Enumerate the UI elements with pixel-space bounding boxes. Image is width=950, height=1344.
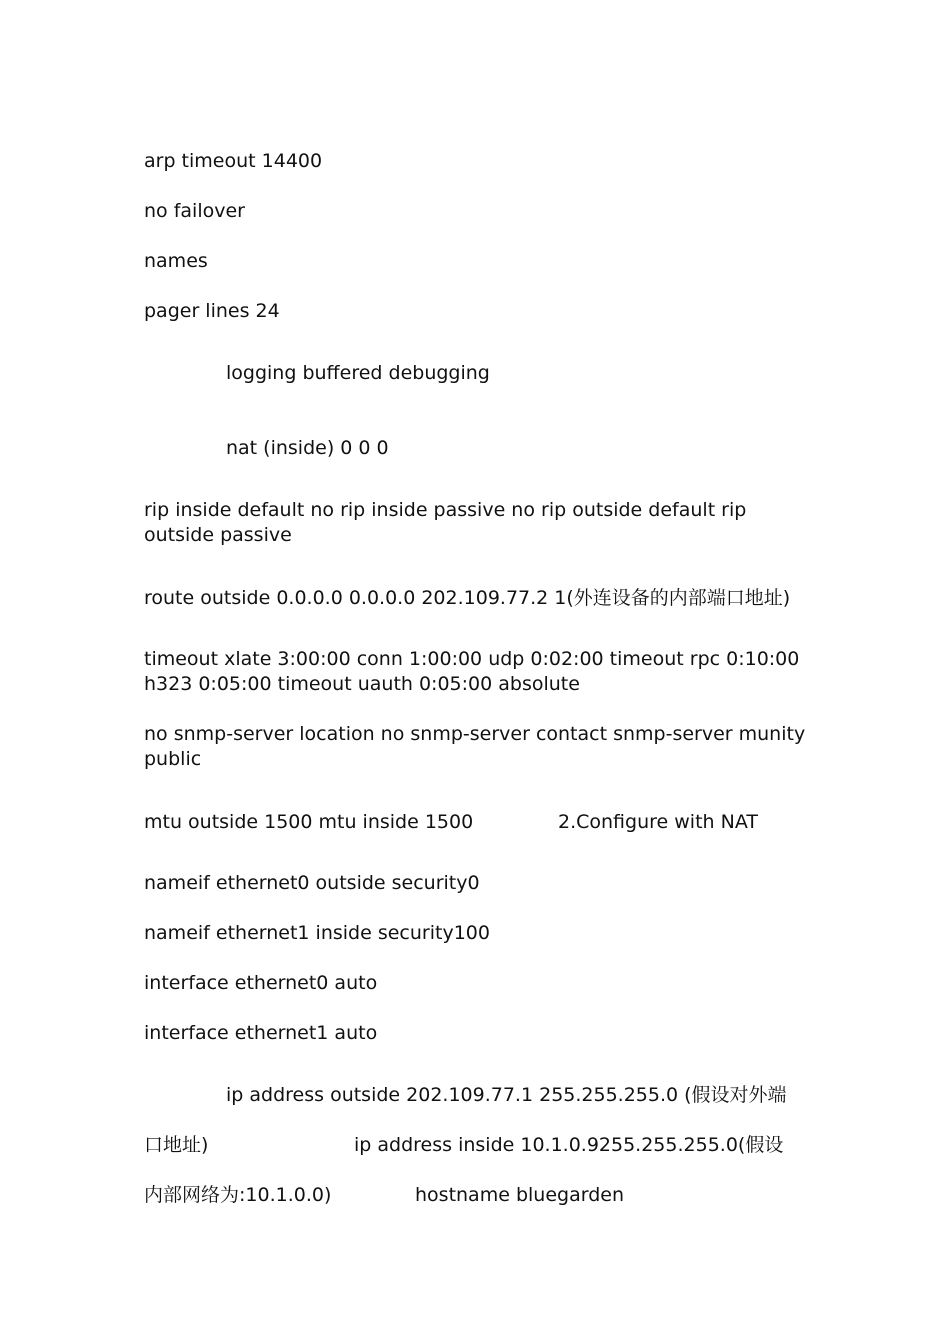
text-line-arp-timeout: arp timeout 14400 <box>144 150 323 172</box>
text-line-nameif-eth1: nameif ethernet1 inside security100 <box>144 922 490 944</box>
text-line-internal-network: 内部网络为:10.1.0.0) <box>144 1184 332 1206</box>
text-line-logging: logging buffered debugging <box>226 362 490 384</box>
text-line-ip-inside: ip address inside 10.1.0.9255.255.255.0(假设 <box>354 1134 784 1156</box>
text-line-port-address: 口地址) <box>144 1134 209 1156</box>
text-paragraph-rip: rip inside default no rip inside passive no rip outside default rip outside passive <box>144 499 747 546</box>
text-line-names: names <box>144 250 208 272</box>
text-line-interface-eth0: interface ethernet0 auto <box>144 972 378 994</box>
text-line-ip-outside: ip address outside 202.109.77.1 255.255.255.0 (假设对外端 <box>226 1084 787 1106</box>
text-line-nameif-eth0: nameif ethernet0 outside security0 <box>144 872 480 894</box>
text-line-no-failover: no failover <box>144 200 245 222</box>
text-line-mtu: mtu outside 1500 mtu inside 1500 <box>144 811 474 833</box>
text-line-route: route outside 0.0.0.0 0.0.0.0 202.109.77.2 1(外连设备的内部端口地址) <box>144 587 791 609</box>
text-line-nat: nat (inside) 0 0 0 <box>226 437 389 459</box>
text-line-hostname: hostname bluegarden <box>415 1184 624 1206</box>
text-line-pager-lines: pager lines 24 <box>144 300 280 322</box>
text-paragraph-timeout: timeout xlate 3:00:00 conn 1:00:00 udp 0:02:00 timeout rpc 0:10:00 h323 0:05:00 timeout uauth 0:05:00 absolute <box>144 648 800 695</box>
text-paragraph-snmp: no snmp-server location no snmp-server contact snmp-server munity public <box>144 723 806 770</box>
text-line-interface-eth1: interface ethernet1 auto <box>144 1022 378 1044</box>
text-line-configure-nat: 2.Configure with NAT <box>558 811 758 833</box>
